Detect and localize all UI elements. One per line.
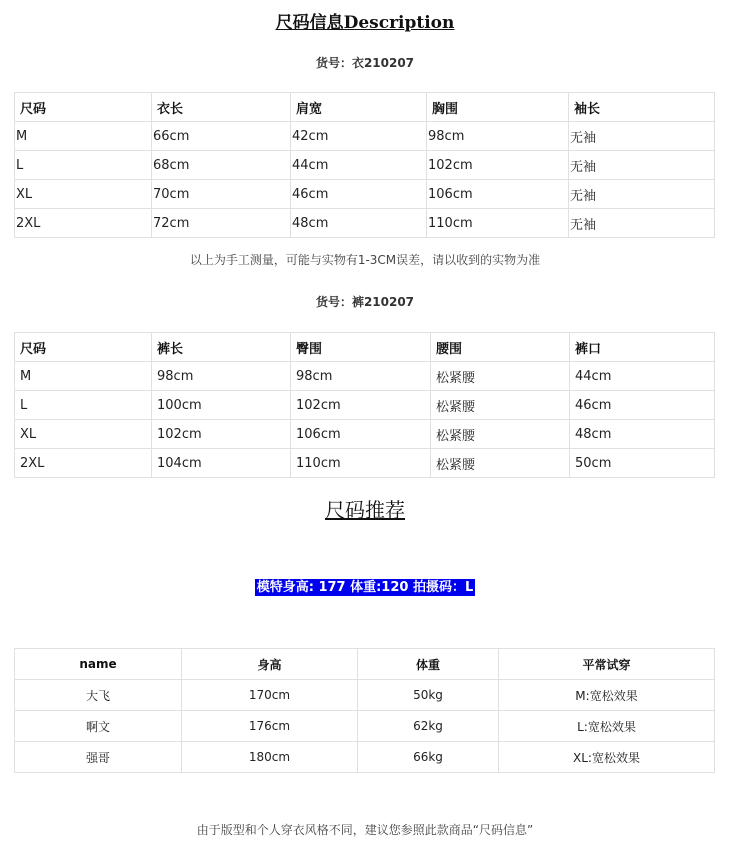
table-row xyxy=(15,180,715,209)
table-cell: L:宽松效果 xyxy=(499,711,715,742)
table-cell: 106cm xyxy=(291,420,431,449)
column-header: 尺码 xyxy=(15,93,152,122)
table-cell: 180cm xyxy=(182,742,358,773)
column-header: 衣长 xyxy=(152,93,291,122)
table-cell: 无袖 xyxy=(569,209,715,238)
column-header: 胸围 xyxy=(427,93,569,122)
table-cell: 110cm xyxy=(427,209,569,238)
table-cell: 104cm xyxy=(152,449,291,478)
pants-size-table xyxy=(14,332,715,478)
measure-note: 以上为手工测量，可能与实物有1-3CM误差，请以收到的实物为准 xyxy=(189,253,541,267)
table-cell: 2XL xyxy=(15,209,152,238)
table-row xyxy=(15,122,715,151)
table-cell: 48cm xyxy=(291,209,427,238)
table-cell: 44cm xyxy=(291,151,427,180)
table-cell: 48cm xyxy=(570,420,715,449)
table-cell: 大飞 xyxy=(15,680,182,711)
table-cell: 102cm xyxy=(291,391,431,420)
table-cell: 46cm xyxy=(570,391,715,420)
table-cell: 强哥 xyxy=(15,742,182,773)
table-cell: 98cm xyxy=(427,122,569,151)
table-cell: 102cm xyxy=(152,420,291,449)
top-size-table xyxy=(14,92,715,238)
pants-item-code: 货号：裤210207 xyxy=(315,295,415,309)
table-cell: 72cm xyxy=(152,209,291,238)
column-header: 平常试穿 xyxy=(499,649,715,680)
top-item-code: 货号：衣210207 xyxy=(315,56,415,70)
column-header: 身高 xyxy=(182,649,358,680)
column-header: 腰围 xyxy=(431,333,570,362)
column-header: 裤口 xyxy=(570,333,715,362)
column-header: 臀围 xyxy=(291,333,431,362)
table-row xyxy=(15,362,715,391)
table-cell: 110cm xyxy=(291,449,431,478)
table-row xyxy=(15,209,715,238)
table-cell: 68cm xyxy=(152,151,291,180)
table-row xyxy=(15,680,715,711)
table-cell: 102cm xyxy=(427,151,569,180)
table-cell: 70cm xyxy=(152,180,291,209)
footer-note: 由于版型和个人穿衣风格不同，建议您参照此款商品“尺码信息” xyxy=(196,823,534,837)
table-header-row xyxy=(15,333,715,362)
page-title xyxy=(0,8,730,33)
table-cell: XL xyxy=(15,420,152,449)
table-cell: 42cm xyxy=(291,122,427,151)
table-cell: 无袖 xyxy=(569,151,715,180)
table-header-row xyxy=(15,649,715,680)
column-header: 袖长 xyxy=(569,93,715,122)
table-row xyxy=(15,449,715,478)
table-cell: 66kg xyxy=(358,742,499,773)
table-cell: 松紧腰 xyxy=(431,391,570,420)
table-header-row xyxy=(15,93,715,122)
table-cell: 98cm xyxy=(291,362,431,391)
table-cell: 松紧腰 xyxy=(431,362,570,391)
table-row xyxy=(15,742,715,773)
table-cell: 176cm xyxy=(182,711,358,742)
table-cell: 170cm xyxy=(182,680,358,711)
title-cn: 尺码信息 xyxy=(275,13,344,33)
model-info-banner xyxy=(0,576,730,595)
table-cell: M xyxy=(15,122,152,151)
table-cell: XL xyxy=(15,180,152,209)
table-cell: 松紧腰 xyxy=(431,420,570,449)
table-cell: 106cm xyxy=(427,180,569,209)
table-cell: XL:宽松效果 xyxy=(499,742,715,773)
column-header: 裤长 xyxy=(152,333,291,362)
table-cell: 100cm xyxy=(152,391,291,420)
table-cell: 无袖 xyxy=(569,180,715,209)
model-info-text: 模特身高: 177 体重:120 拍摄码：L xyxy=(256,580,474,595)
table-cell: 62kg xyxy=(358,711,499,742)
table-cell: 66cm xyxy=(152,122,291,151)
table-cell: M:宽松效果 xyxy=(499,680,715,711)
table-cell: L xyxy=(15,151,152,180)
title-en: Description xyxy=(343,13,455,33)
table-cell: 44cm xyxy=(570,362,715,391)
table-cell: 无袖 xyxy=(569,122,715,151)
table-row xyxy=(15,420,715,449)
table-cell: 50cm xyxy=(570,449,715,478)
table-row xyxy=(15,711,715,742)
column-header: 肩宽 xyxy=(291,93,427,122)
table-row xyxy=(15,151,715,180)
table-cell: 松紧腰 xyxy=(431,449,570,478)
table-cell: 46cm xyxy=(291,180,427,209)
table-cell: 98cm xyxy=(152,362,291,391)
table-cell: 50kg xyxy=(358,680,499,711)
column-header: 体重 xyxy=(358,649,499,680)
table-cell: L xyxy=(15,391,152,420)
size-recommend-title: 尺码推荐 xyxy=(325,498,405,522)
tester-table xyxy=(14,648,715,773)
column-header: 尺码 xyxy=(15,333,152,362)
table-row xyxy=(15,391,715,420)
table-cell: M xyxy=(15,362,152,391)
table-cell: 2XL xyxy=(15,449,152,478)
table-cell: 啊文 xyxy=(15,711,182,742)
column-header: name xyxy=(15,649,182,680)
